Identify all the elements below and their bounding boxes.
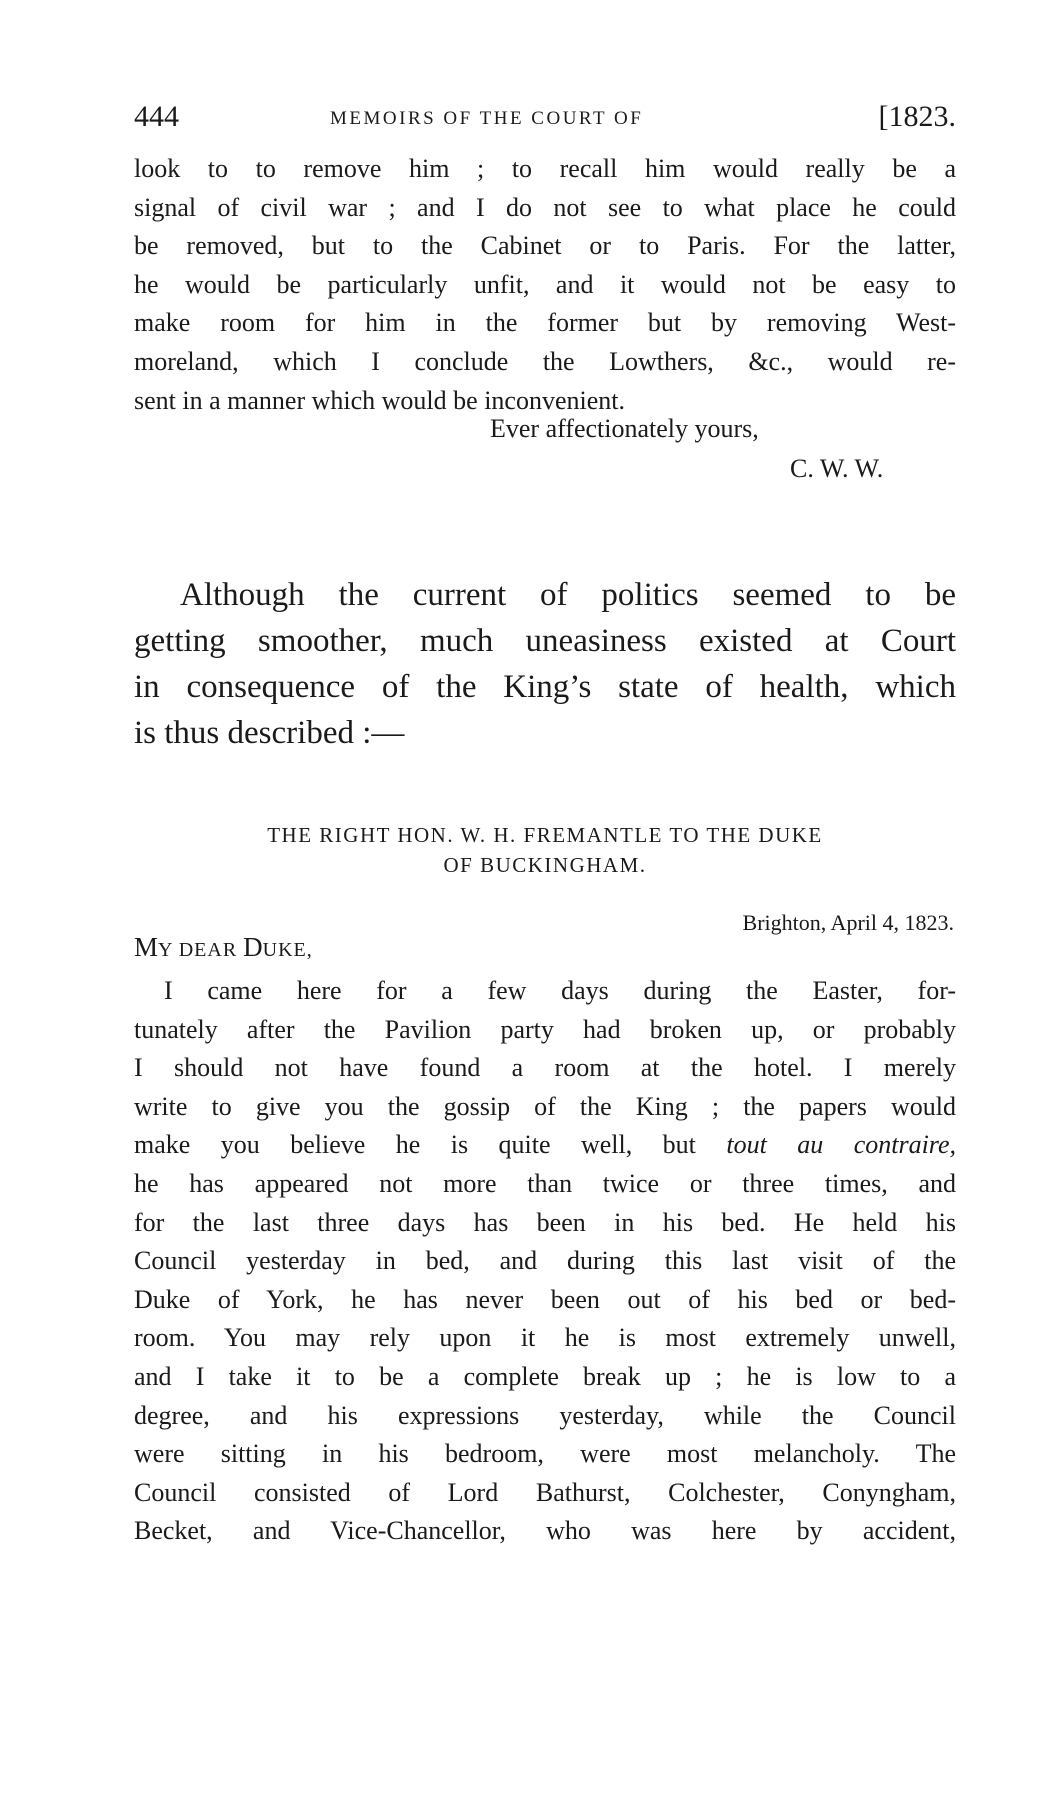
text-line: and I take it to be a complete break up ; he is low to a <box>134 1361 956 1391</box>
letter-body <box>134 972 956 1551</box>
salutation-initial: D <box>243 932 263 962</box>
text-line: sent in a manner which would be inconvenient. <box>134 385 625 415</box>
text-line: be removed, but to the Cabinet or to Paris. For the latter, <box>134 231 956 261</box>
letter-dateline: Brighton, April 4, 1823. <box>742 910 954 935</box>
text-line: moreland, which I conclude the Lowthers, &c., would re- <box>134 346 956 376</box>
text-line: Duke of York, he has never been out of his bed or bed- <box>134 1284 956 1314</box>
letter-continuation <box>134 150 956 420</box>
text-line: write to give you the gossip of the King ; the papers would <box>134 1091 956 1121</box>
letter-heading <box>134 820 956 880</box>
letter-salutation <box>134 932 313 963</box>
page-number: 444 <box>134 100 179 133</box>
text-line: is thus described :— <box>134 715 405 751</box>
heading-line: THE RIGHT HON. W. H. FREMANTLE TO THE DUKE <box>267 823 823 847</box>
text-line: I should not have found a room at the hotel. I merely <box>134 1053 956 1083</box>
text-line: Although the current of politics seemed to be <box>180 577 956 613</box>
salutation-smallcaps: Y DEAR <box>158 939 244 961</box>
letter-signature: C. W. W. <box>790 454 884 483</box>
text-line: in consequence of the King’s state of health, which <box>134 669 956 705</box>
text-line: look to to remove him ; to recall him would really be a <box>134 154 956 183</box>
running-header <box>134 100 956 140</box>
header-year: [1823. <box>878 100 956 133</box>
letter-closing: Ever affectionately yours, <box>490 414 759 443</box>
narrative-paragraph <box>134 572 956 756</box>
italic-phrase: tout au contraire, <box>726 1130 956 1160</box>
text-line: Council yesterday in bed, and during this last visit of the <box>134 1246 956 1276</box>
text-line: were sitting in his bedroom, were most melancholy. The <box>134 1439 956 1469</box>
text-line: Becket, and Vice-Chancellor, who was here by accident, <box>134 1516 956 1546</box>
text-line-with-italic <box>134 1126 956 1165</box>
text-line: degree, and his expressions yesterday, while the Council <box>134 1400 956 1430</box>
running-title: MEMOIRS OF THE COURT OF <box>330 108 644 129</box>
salutation-smallcaps: UKE, <box>262 939 313 961</box>
text-line: for the last three days has been in his bed. He held his <box>134 1207 956 1237</box>
salutation-initial: M <box>134 932 159 962</box>
text-line: signal of civil war ; and I do not see to what place he could <box>134 192 956 222</box>
text-line: I came here for a few days during the Easter, for- <box>164 976 956 1005</box>
text-line: getting smoother, much uneasiness existed at Court <box>134 623 956 659</box>
text-line: make room for him in the former but by removing West- <box>134 308 956 338</box>
text-line: he would be particularly unfit, and it would not be easy to <box>134 269 956 299</box>
heading-line: OF BUCKINGHAM. <box>443 853 647 877</box>
text-line: he has appeared not more than twice or three times, and <box>134 1168 956 1198</box>
text-line: tunately after the Pavilion party had broken up, or probably <box>134 1014 956 1044</box>
text-segment: make you believe he is quite well, but <box>134 1130 727 1160</box>
text-line: Council consisted of Lord Bathurst, Colchester, Conyngham, <box>134 1477 956 1507</box>
text-line: room. You may rely upon it he is most extremely unwell, <box>134 1323 956 1353</box>
